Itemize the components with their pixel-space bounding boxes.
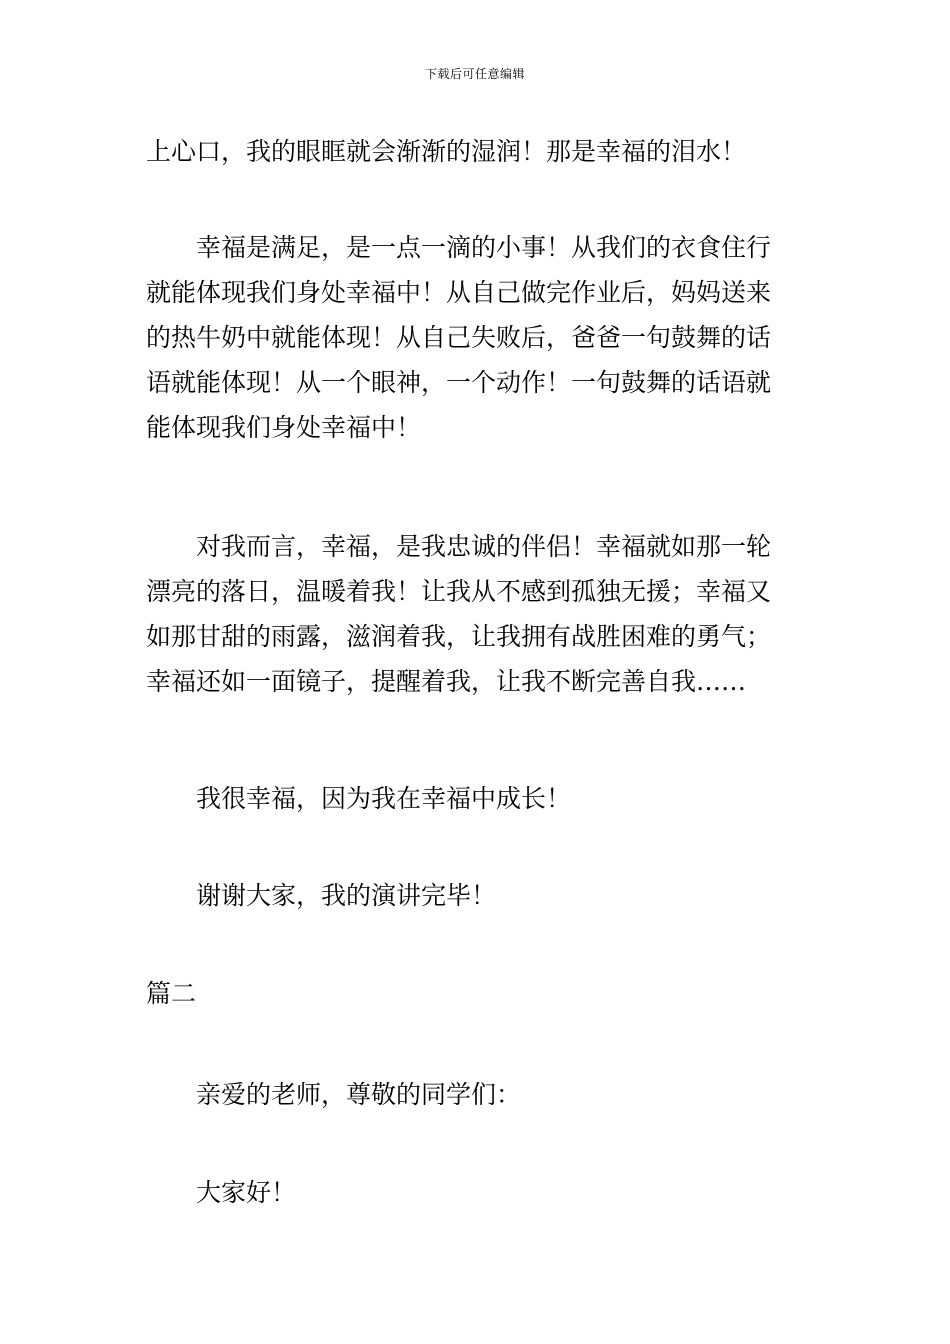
paragraph-2-line-1: 幸福是满足，是一点一滴的小事！从我们的衣食住行 bbox=[196, 233, 772, 262]
paragraph-3-line-3: 如那甘甜的雨露，滋润着我，让我拥有战胜困难的勇气； bbox=[146, 622, 772, 651]
paragraph-2-line-4: 语就能体现！从一个眼神，一个动作！一句鼓舞的话语就 bbox=[146, 368, 772, 397]
paragraph-5 bbox=[146, 873, 806, 918]
paragraph-3-line-2: 漂亮的落日，温暖着我！让我从不感到孤独无援；幸福又 bbox=[146, 577, 772, 606]
paragraph-2-line-2: 就能体现我们身处幸福中！从自己做完作业后，妈妈送来 bbox=[146, 278, 772, 307]
paragraph-2-line-5: 能体现我们身处幸福中！ bbox=[146, 413, 422, 442]
paragraph-2-line-3: 的热牛奶中就能体现！从自己失败后，爸爸一句鼓舞的话 bbox=[146, 323, 772, 352]
paragraph-5-line-1: 谢谢大家，我的演讲完毕！ bbox=[196, 881, 497, 910]
paragraph-1-line-1: 上心口，我的眼眶就会渐渐的湿润！那是幸福的泪水！ bbox=[146, 137, 747, 166]
section-heading-text: 篇二 bbox=[146, 979, 197, 1008]
header-note: 下载后可任意编辑 bbox=[424, 67, 525, 81]
paragraph-greeting-line-1: 亲爱的老师，尊敬的同学们： bbox=[196, 1080, 522, 1109]
paragraph-1 bbox=[146, 129, 806, 174]
paragraph-3 bbox=[146, 524, 806, 704]
paragraph-2 bbox=[146, 225, 806, 450]
paragraph-3-line-4: 幸福还如一面镜子，提醒着我，让我不断完善自我…… bbox=[146, 667, 747, 696]
paragraph-3-line-1: 对我而言，幸福，是我忠诚的伴侣！幸福就如那一轮 bbox=[196, 532, 772, 561]
paragraph-4-line-1: 我很幸福，因为我在幸福中成长！ bbox=[196, 784, 572, 813]
paragraph-4 bbox=[146, 776, 806, 821]
paragraph-hello-line-1: 大家好！ bbox=[196, 1178, 297, 1207]
paragraph-greeting bbox=[146, 1072, 806, 1117]
paragraph-hello bbox=[146, 1170, 806, 1215]
section-heading bbox=[146, 971, 806, 1016]
